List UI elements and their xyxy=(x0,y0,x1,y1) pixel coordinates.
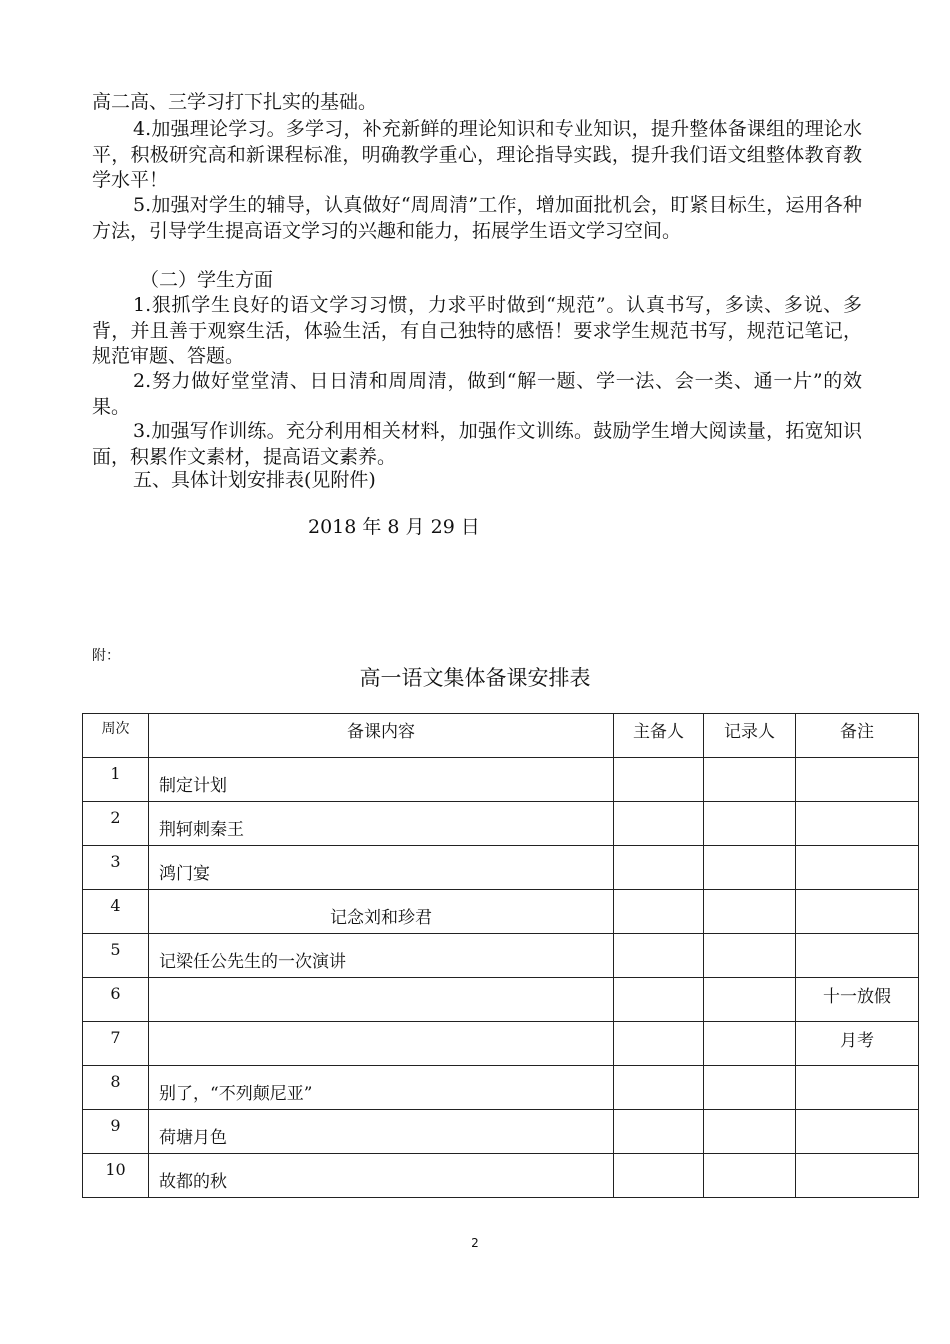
remarks-cell xyxy=(796,890,919,934)
recorder-cell xyxy=(704,758,796,802)
table-row xyxy=(83,978,919,1022)
table-row xyxy=(83,890,919,934)
section-heading-schedule: 五、具体计划安排表(见附件) xyxy=(133,469,376,491)
header-main-preparer: 主备人 xyxy=(614,714,704,758)
content-cell: 制定计划 xyxy=(149,758,614,802)
week-cell: 2 xyxy=(83,802,149,846)
content-cell: 荆轲刺秦王 xyxy=(149,802,614,846)
table-row xyxy=(83,1066,919,1110)
recorder-cell xyxy=(704,1022,796,1066)
content-cell: 荷塘月色 xyxy=(149,1110,614,1154)
paragraph-writing-training: 3.加强写作训练。充分利用相关材料，加强作文训练。鼓励学生增大阅读量，拓宽知识面，积累作文素材，提高语文素养。 xyxy=(92,420,862,468)
header-recorder: 记录人 xyxy=(704,714,796,758)
remarks-cell xyxy=(796,934,919,978)
main-preparer-cell xyxy=(614,934,704,978)
main-preparer-cell xyxy=(614,1154,704,1198)
paragraph-continuation: 高二高、三学习打下扎实的基础。 xyxy=(92,91,378,113)
table-row xyxy=(83,846,919,890)
content-cell: 鸿门宴 xyxy=(149,846,614,890)
recorder-cell xyxy=(704,846,796,890)
paragraph-student-tutoring: 5.加强对学生的辅导，认真做好“周周清”工作，增加面批机会，盯紧目标生，运用各种方法，引导学生提高语文学习的兴趣和能力，拓展学生语文学习空间。 xyxy=(92,194,862,242)
week-cell: 4 xyxy=(83,890,149,934)
recorder-cell xyxy=(704,1154,796,1198)
main-preparer-cell xyxy=(614,1022,704,1066)
remarks-cell xyxy=(796,1066,919,1110)
remarks-cell: 十一放假 xyxy=(796,978,919,1022)
main-preparer-cell xyxy=(614,846,704,890)
recorder-cell xyxy=(704,1110,796,1154)
remarks-cell xyxy=(796,758,919,802)
recorder-cell xyxy=(704,934,796,978)
recorder-cell xyxy=(704,1066,796,1110)
document-date: 2018 年 8 月 29 日 xyxy=(308,516,480,538)
content-cell: 别了，“不列颠尼亚” xyxy=(149,1066,614,1110)
week-cell: 8 xyxy=(83,1066,149,1110)
recorder-cell xyxy=(704,802,796,846)
week-cell: 9 xyxy=(83,1110,149,1154)
table-row xyxy=(83,1154,919,1198)
week-cell: 10 xyxy=(83,1154,149,1198)
header-week: 周次 xyxy=(83,714,149,758)
table-row xyxy=(83,1022,919,1066)
main-preparer-cell xyxy=(614,890,704,934)
table-row xyxy=(83,1110,919,1154)
main-preparer-cell xyxy=(614,1066,704,1110)
week-cell: 1 xyxy=(83,758,149,802)
paragraph-theory-study: 4.加强理论学习。多学习，补充新鲜的理论知识和专业知识，提升整体备课组的理论水平，积极研究高和新课程标准，明确教学重心，理论指导实践，提升我们语文组整体教育教学水平！ xyxy=(92,118,862,191)
section-heading-students: （二）学生方面 xyxy=(140,269,274,291)
content-cell: 故都的秋 xyxy=(149,1154,614,1198)
week-cell: 3 xyxy=(83,846,149,890)
table-row xyxy=(83,802,919,846)
remarks-cell xyxy=(796,1110,919,1154)
main-preparer-cell xyxy=(614,978,704,1022)
remarks-cell xyxy=(796,802,919,846)
table-row xyxy=(83,934,919,978)
content-cell: 记梁任公先生的一次演讲 xyxy=(149,934,614,978)
week-cell: 7 xyxy=(83,1022,149,1066)
page-number: 2 xyxy=(471,1236,479,1250)
header-content: 备课内容 xyxy=(149,714,614,758)
recorder-cell xyxy=(704,978,796,1022)
recorder-cell xyxy=(704,890,796,934)
remarks-cell xyxy=(796,846,919,890)
remarks-cell xyxy=(796,1154,919,1198)
remarks-cell: 月考 xyxy=(796,1022,919,1066)
paragraph-study-habits: 1.狠抓学生良好的语文学习习惯，力求平时做到“规范”。认真书写，多读、多说、多背，并且善于观察生活，体验生活，有自己独特的感悟！要求学生规范书写，规范记笔记，规范审题、答题。 xyxy=(92,294,862,367)
attachment-label: 附： xyxy=(92,648,120,664)
week-cell: 6 xyxy=(83,978,149,1022)
main-preparer-cell xyxy=(614,802,704,846)
content-cell xyxy=(149,1022,614,1066)
header-remarks: 备注 xyxy=(796,714,919,758)
main-preparer-cell xyxy=(614,758,704,802)
paragraph-daily-review: 2.努力做好堂堂清、日日清和周周清，做到“解一题、学一法、会一类、通一片”的效果。 xyxy=(92,370,862,418)
lesson-plan-table xyxy=(82,713,919,1198)
week-cell: 5 xyxy=(83,934,149,978)
table-title: 高一语文集体备课安排表 xyxy=(359,666,591,690)
content-cell: 记念刘和珍君 xyxy=(149,890,614,934)
content-cell xyxy=(149,978,614,1022)
table-header-row xyxy=(83,714,919,758)
main-preparer-cell xyxy=(614,1110,704,1154)
table-row xyxy=(83,758,919,802)
